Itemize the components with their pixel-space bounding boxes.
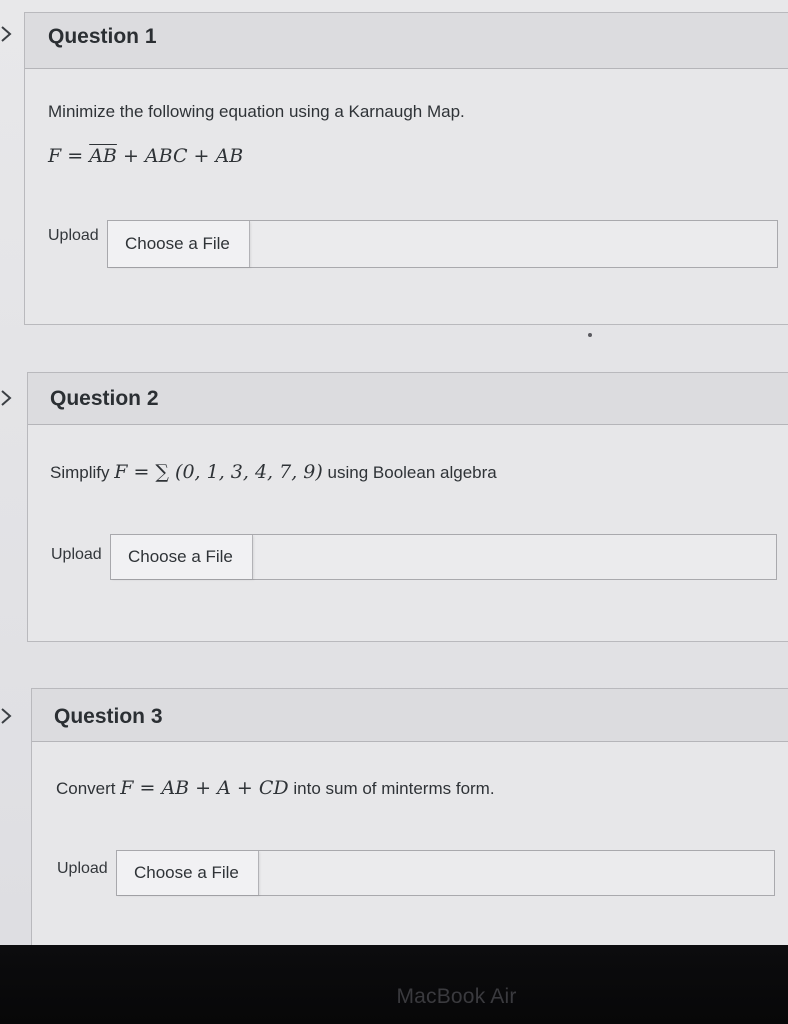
question-1-title: Question 1 [48,25,157,48]
question-3-title: Question 3 [54,705,163,728]
equation-term-2: ABC [144,145,188,167]
screen-dot [588,333,592,337]
question-3 [31,688,788,965]
question-1-upload-label: Upload [48,227,99,244]
question-1-file-input[interactable] [107,220,778,268]
question-3-prompt-suffix: into sum of minterms form. [293,779,495,798]
question-2-title: Question 2 [50,387,159,410]
question-3-math: F = AB + A + CD [120,777,289,799]
question-2-prompt [50,461,497,483]
question-1-equation [48,145,243,167]
question-1-header [25,13,788,69]
equation-equals: = [67,145,84,167]
question-1 [24,12,788,325]
equation-term-1: $\overline{AB}$ [89,145,117,167]
question-1-prompt: Minimize the following equation using a Karnaugh Map. [48,102,465,121]
question-3-prompt [56,777,495,799]
question-3-file-input[interactable] [116,850,775,896]
question-1-choose-file-button[interactable]: Choose a File [108,221,250,267]
question-2-file-input[interactable] [110,534,777,580]
question-2-prompt-prefix: Simplify [50,463,110,482]
question-2-math: F = ∑ (0, 1, 3, 4, 7, 9) [114,461,323,483]
question-2-choose-file-button[interactable]: Choose a File [111,535,253,579]
question-3-prompt-prefix: Convert [56,779,116,798]
equation-term-3: AB [215,145,244,167]
collapse-arrow-icon[interactable] [0,708,14,724]
question-3-upload-label: Upload [57,860,108,877]
device-label: MacBook Air [396,985,517,1008]
equation-plus-1: + [122,145,139,167]
collapse-arrow-icon[interactable] [0,26,14,42]
question-2-header [28,373,788,425]
question-3-header [32,689,788,742]
question-2-prompt-suffix: using Boolean algebra [327,463,497,482]
equation-plus-2: + [193,145,210,167]
equation-lhs: F [48,145,62,167]
collapse-arrow-icon[interactable] [0,390,14,406]
question-2-upload-label: Upload [51,546,102,563]
question-2 [27,372,788,642]
question-3-choose-file-button[interactable]: Choose a File [117,851,259,895]
